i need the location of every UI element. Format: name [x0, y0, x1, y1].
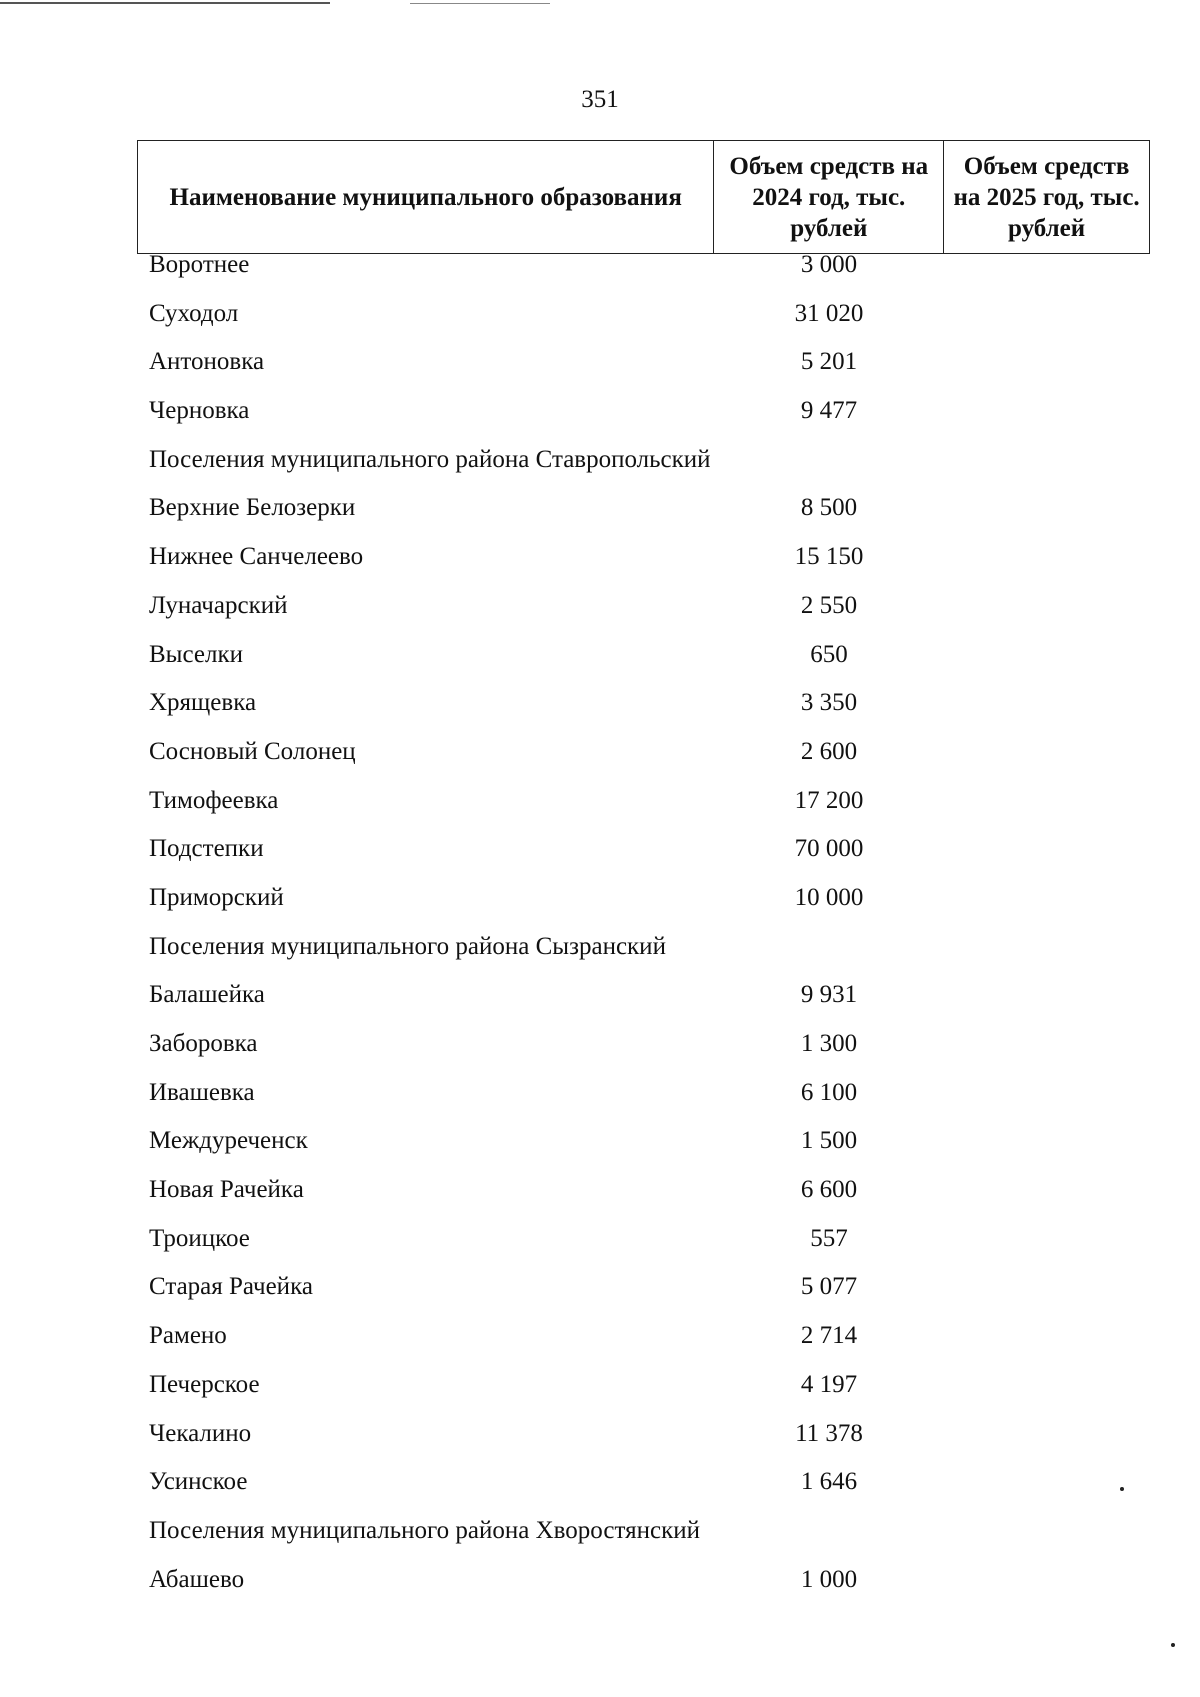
municipality-name: Чекалино	[149, 1419, 252, 1447]
table-row	[137, 640, 1150, 689]
municipality-name: Троицкое	[149, 1224, 250, 1252]
amount-2024: 1 646	[800, 1468, 858, 1496]
amount-2024: 2 550	[800, 591, 858, 619]
column-header-2024: Объем средств на 2024 год, тыс. рублей	[714, 141, 944, 254]
page-number: 351	[581, 86, 619, 113]
municipality-name: Верхние Белозерки	[149, 494, 356, 522]
amount-2024: 70 000	[794, 835, 864, 863]
amount-2024: 17 200	[794, 786, 864, 814]
municipality-name: Старая Рачейка	[149, 1273, 313, 1301]
table-row	[137, 542, 1150, 591]
amount-2024: 650	[810, 640, 848, 668]
municipality-name: Рамено	[149, 1322, 227, 1350]
municipality-name: Абашево	[149, 1565, 245, 1593]
amount-2024: 31 020	[794, 299, 864, 327]
municipality-name: Усинское	[149, 1468, 248, 1496]
table-header	[137, 140, 1150, 254]
amount-2025	[944, 1419, 1150, 1468]
amount-2025	[944, 1224, 1150, 1273]
amount-2025	[944, 347, 1150, 396]
amount-2025	[944, 493, 1150, 542]
amount-2025	[944, 1272, 1150, 1321]
municipality-name: Сосновый Солонец	[149, 737, 356, 765]
amount-2024: 6 600	[800, 1176, 858, 1204]
amount-2024: 1 300	[800, 1030, 858, 1057]
table-row	[137, 786, 1150, 835]
table-row	[137, 1175, 1150, 1224]
table-row	[137, 688, 1150, 737]
table-row	[137, 883, 1150, 932]
amount-2024: 1 000	[800, 1565, 858, 1593]
municipality-name: Хрящевка	[149, 689, 257, 717]
table-row	[137, 591, 1150, 640]
amount-2024: 2 600	[800, 737, 858, 765]
amount-2024: 1 500	[800, 1127, 858, 1155]
municipality-name: Тимофеевка	[149, 786, 279, 814]
table-row	[137, 980, 1150, 1029]
amount-2025	[944, 980, 1150, 1029]
amount-2025	[944, 250, 1150, 299]
amount-2025	[944, 1029, 1150, 1078]
municipality-name: Заборовка	[149, 1030, 258, 1057]
table-row	[137, 1370, 1150, 1419]
amount-2024: 11 378	[795, 1419, 863, 1447]
section-row	[137, 1516, 1150, 1565]
amount-2024: 3 000	[800, 251, 858, 278]
column-header-2025: Объем средств на 2025 год, тыс. рублей	[944, 141, 1150, 254]
table-row	[137, 737, 1150, 786]
amount-2024: 557	[810, 1224, 848, 1252]
municipality-name: Приморский	[149, 883, 284, 911]
municipality-name: Печерское	[149, 1370, 260, 1398]
scan-speck	[1120, 1487, 1124, 1491]
scan-artifact-line	[410, 3, 550, 4]
scan-artifact-line	[0, 2, 330, 4]
column-header-name: Наименование муниципального образования	[138, 141, 714, 254]
municipality-name: Воротнее	[149, 251, 250, 278]
table-row	[137, 1272, 1150, 1321]
section-row	[137, 932, 1150, 981]
amount-2025	[944, 786, 1150, 835]
amount-2024: 15 150	[794, 543, 864, 571]
table-row	[137, 1419, 1150, 1468]
table-row	[137, 250, 1150, 299]
municipality-name: Ивашевка	[149, 1078, 255, 1106]
table-row	[137, 493, 1150, 542]
table-row	[137, 1565, 1150, 1614]
table-row	[137, 299, 1150, 348]
municipality-name: Черновка	[149, 397, 250, 425]
section-title: Поселения муниципального района Хворостянский	[149, 1516, 701, 1544]
municipality-name: Луначарский	[149, 591, 288, 619]
amount-2025	[944, 688, 1150, 737]
amount-2024: 8 500	[800, 494, 858, 522]
amount-2025	[944, 396, 1150, 445]
amount-2024: 9 931	[800, 981, 858, 1009]
amount-2024: 5 077	[800, 1273, 858, 1301]
table-row	[137, 1467, 1150, 1516]
municipality-name: Суходол	[149, 299, 239, 327]
amount-2024: 10 000	[794, 883, 864, 911]
amount-2024: 5 201	[800, 348, 858, 376]
municipality-name: Подстепки	[149, 835, 264, 863]
amount-2025	[944, 834, 1150, 883]
amount-2024: 2 714	[800, 1322, 858, 1350]
table-row	[137, 834, 1150, 883]
amount-2025	[944, 1126, 1150, 1175]
amount-2025	[944, 542, 1150, 591]
table-row	[137, 1224, 1150, 1273]
amount-2025	[944, 1078, 1150, 1127]
amount-2024: 6 100	[800, 1078, 858, 1106]
scan-speck	[1171, 1643, 1175, 1647]
table-row	[137, 396, 1150, 445]
amount-2025	[944, 883, 1150, 932]
table-row	[137, 1078, 1150, 1127]
amount-2025	[944, 299, 1150, 348]
table-row	[137, 347, 1150, 396]
table-row	[137, 1029, 1150, 1078]
amount-2025	[944, 591, 1150, 640]
amount-2025	[944, 1370, 1150, 1419]
amount-2025	[944, 1175, 1150, 1224]
municipality-name: Балашейка	[149, 981, 265, 1009]
amount-2025	[944, 1321, 1150, 1370]
municipality-name: Новая Рачейка	[149, 1176, 304, 1204]
municipality-name: Выселки	[149, 640, 243, 668]
amount-2024: 3 350	[800, 689, 858, 717]
section-row	[137, 445, 1150, 494]
amount-2024: 4 197	[800, 1370, 858, 1398]
municipality-name: Междуреченск	[149, 1127, 308, 1155]
section-title: Поселения муниципального района Сызранский	[149, 932, 666, 960]
data-table	[137, 250, 1150, 1613]
amount-2025	[944, 737, 1150, 786]
municipality-name: Нижнее Санчелеево	[149, 543, 364, 571]
section-title: Поселения муниципального района Ставропольский	[149, 445, 711, 473]
municipality-name: Антоновка	[149, 348, 265, 376]
table-row	[137, 1126, 1150, 1175]
amount-2024: 9 477	[800, 397, 858, 425]
amount-2025	[944, 1467, 1150, 1516]
table-row	[137, 1321, 1150, 1370]
amount-2025	[944, 1565, 1150, 1614]
amount-2025	[944, 640, 1150, 689]
